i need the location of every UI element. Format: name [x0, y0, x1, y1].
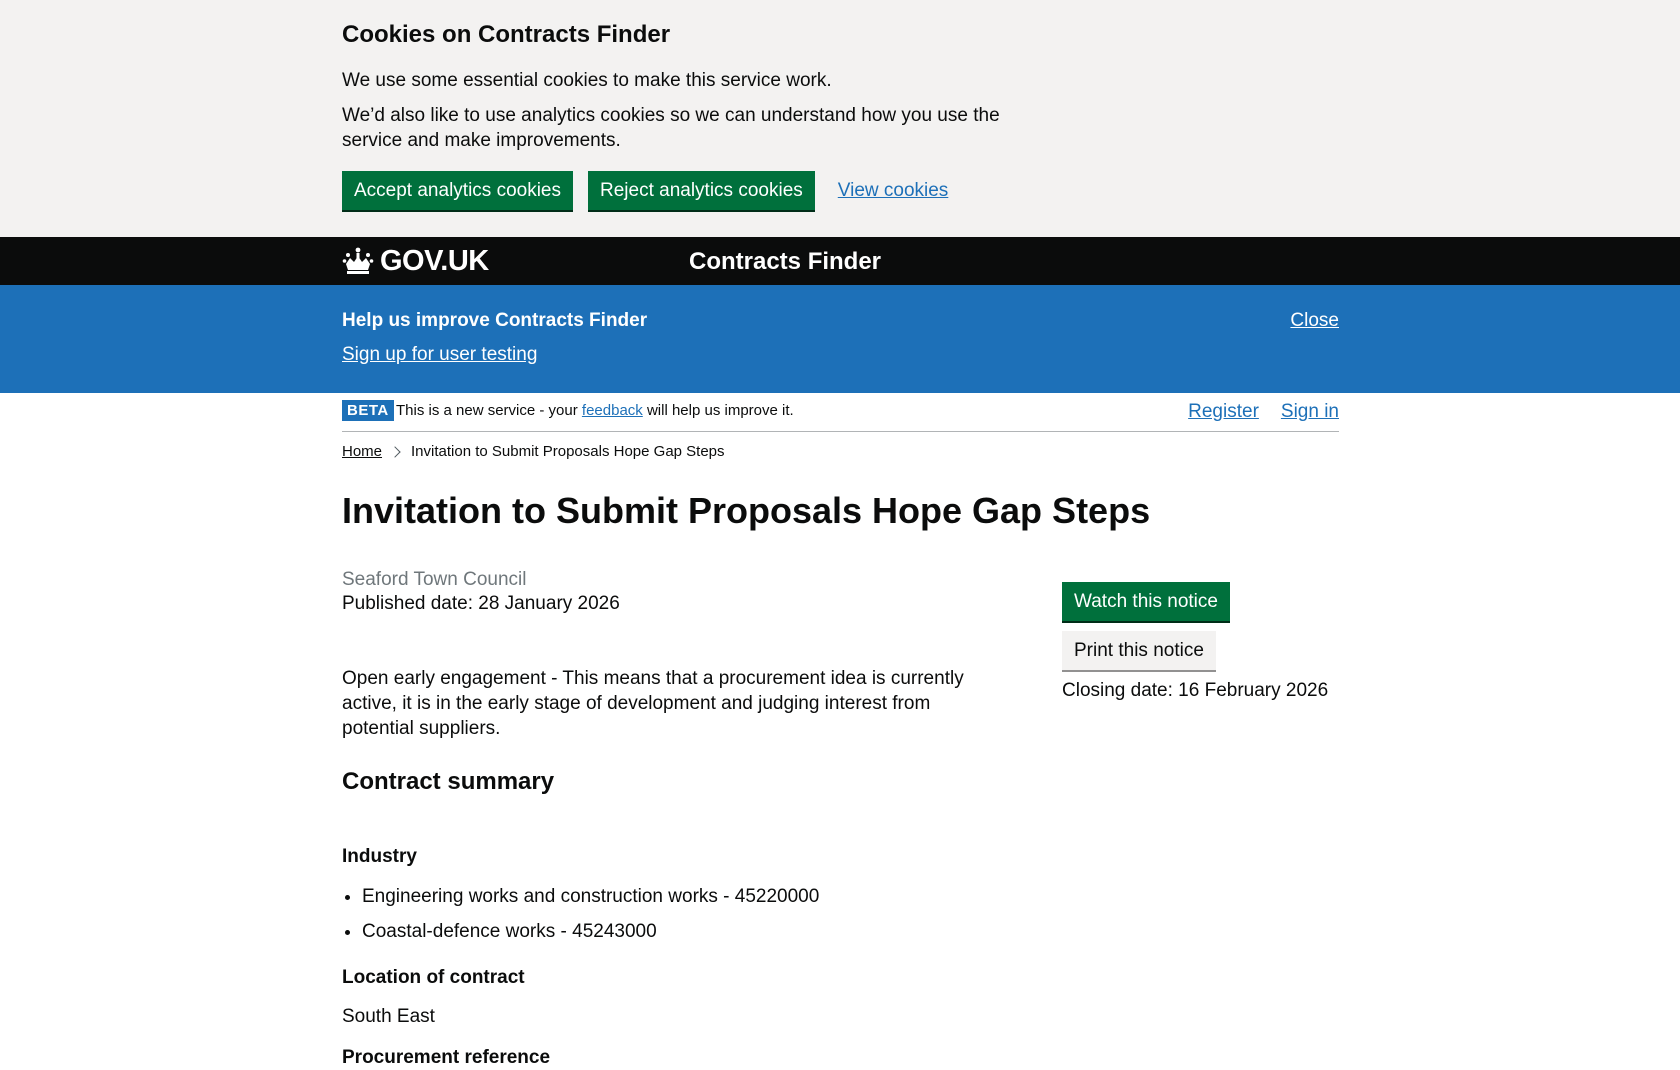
phase-text-after: will help us improve it. [646, 402, 794, 419]
contract-summary-heading: Contract summary [342, 768, 555, 795]
site-header [0, 237, 1680, 285]
list-item: • Engineering works and construction works - 45220000 [362, 884, 1007, 909]
sign-up-user-testing-link[interactable]: Sign up for user testing [342, 344, 538, 365]
chevron-right-icon [389, 446, 400, 457]
notice-layout [342, 568, 1339, 1070]
notice-side-column [1007, 568, 1339, 1070]
cookie-banner-analytics-text: We’d also like to use analytics cookies so we can understand how you use the service and make improvements. [342, 105, 1000, 151]
crown-icon [342, 246, 374, 276]
watch-notice-button[interactable]: Watch this notice [1062, 582, 1230, 621]
register-link[interactable]: Register [1188, 401, 1259, 422]
accept-analytics-cookies-button[interactable]: Accept analytics cookies [342, 171, 573, 210]
phase-banner-text [396, 402, 794, 420]
print-notice-button[interactable]: Print this notice [1062, 631, 1216, 670]
main-container [342, 393, 1339, 1070]
location-label: Location of contract [342, 967, 525, 988]
cookie-banner-content [342, 20, 1062, 210]
cookie-banner-title: Cookies on Contracts Finder [342, 21, 671, 48]
industry-label: Industry [342, 846, 417, 867]
govuk-logo-link[interactable] [342, 246, 489, 276]
phase-text-before: This is a new service - your [396, 402, 578, 419]
organisation-name: Seaford Town Council [342, 569, 527, 590]
breadcrumb [342, 442, 1339, 462]
phase-banner [342, 393, 1339, 432]
feedback-link[interactable]: feedback [581, 402, 643, 419]
published-date: Published date: 28 January 2026 [342, 593, 620, 614]
service-name-link[interactable]: Contracts Finder [689, 248, 882, 275]
account-links [1188, 401, 1339, 423]
breadcrumb-home-link[interactable]: Home [342, 443, 383, 460]
closing-date: Closing date: 16 February 2026 [1062, 680, 1329, 701]
help-banner-close-link[interactable]: Close [1290, 310, 1339, 331]
procurement-reference-label: Procurement reference [342, 1047, 551, 1068]
view-cookies-link[interactable]: View cookies [837, 179, 949, 201]
cookie-banner-text: We use some essential cookies to make this service work. [342, 70, 832, 91]
location-value: South East [342, 1006, 435, 1027]
cookie-banner-actions [342, 171, 1062, 210]
notice-main-column [342, 568, 1007, 1070]
breadcrumb-current: Invitation to Submit Proposals Hope Gap Steps [411, 443, 725, 460]
cookie-banner [0, 0, 1680, 237]
industry-list [342, 884, 1007, 944]
sign-in-link[interactable]: Sign in [1280, 401, 1339, 422]
govuk-logo-text: GOV.UK [380, 245, 489, 277]
reject-analytics-cookies-button[interactable]: Reject analytics cookies [588, 171, 815, 210]
page-title: Invitation to Submit Proposals Hope Gap Steps [342, 490, 1151, 531]
beta-tag: BETA [342, 400, 394, 421]
help-banner [0, 285, 1680, 393]
list-item: • Coastal-defence works - 45243000 [362, 919, 1007, 944]
notice-stage-text: Open early engagement - This means that a procurement idea is currently active, it is in the early stage of development and judging interest from potential suppliers. [342, 668, 964, 739]
help-banner-heading: Help us improve Contracts Finder [342, 310, 648, 331]
